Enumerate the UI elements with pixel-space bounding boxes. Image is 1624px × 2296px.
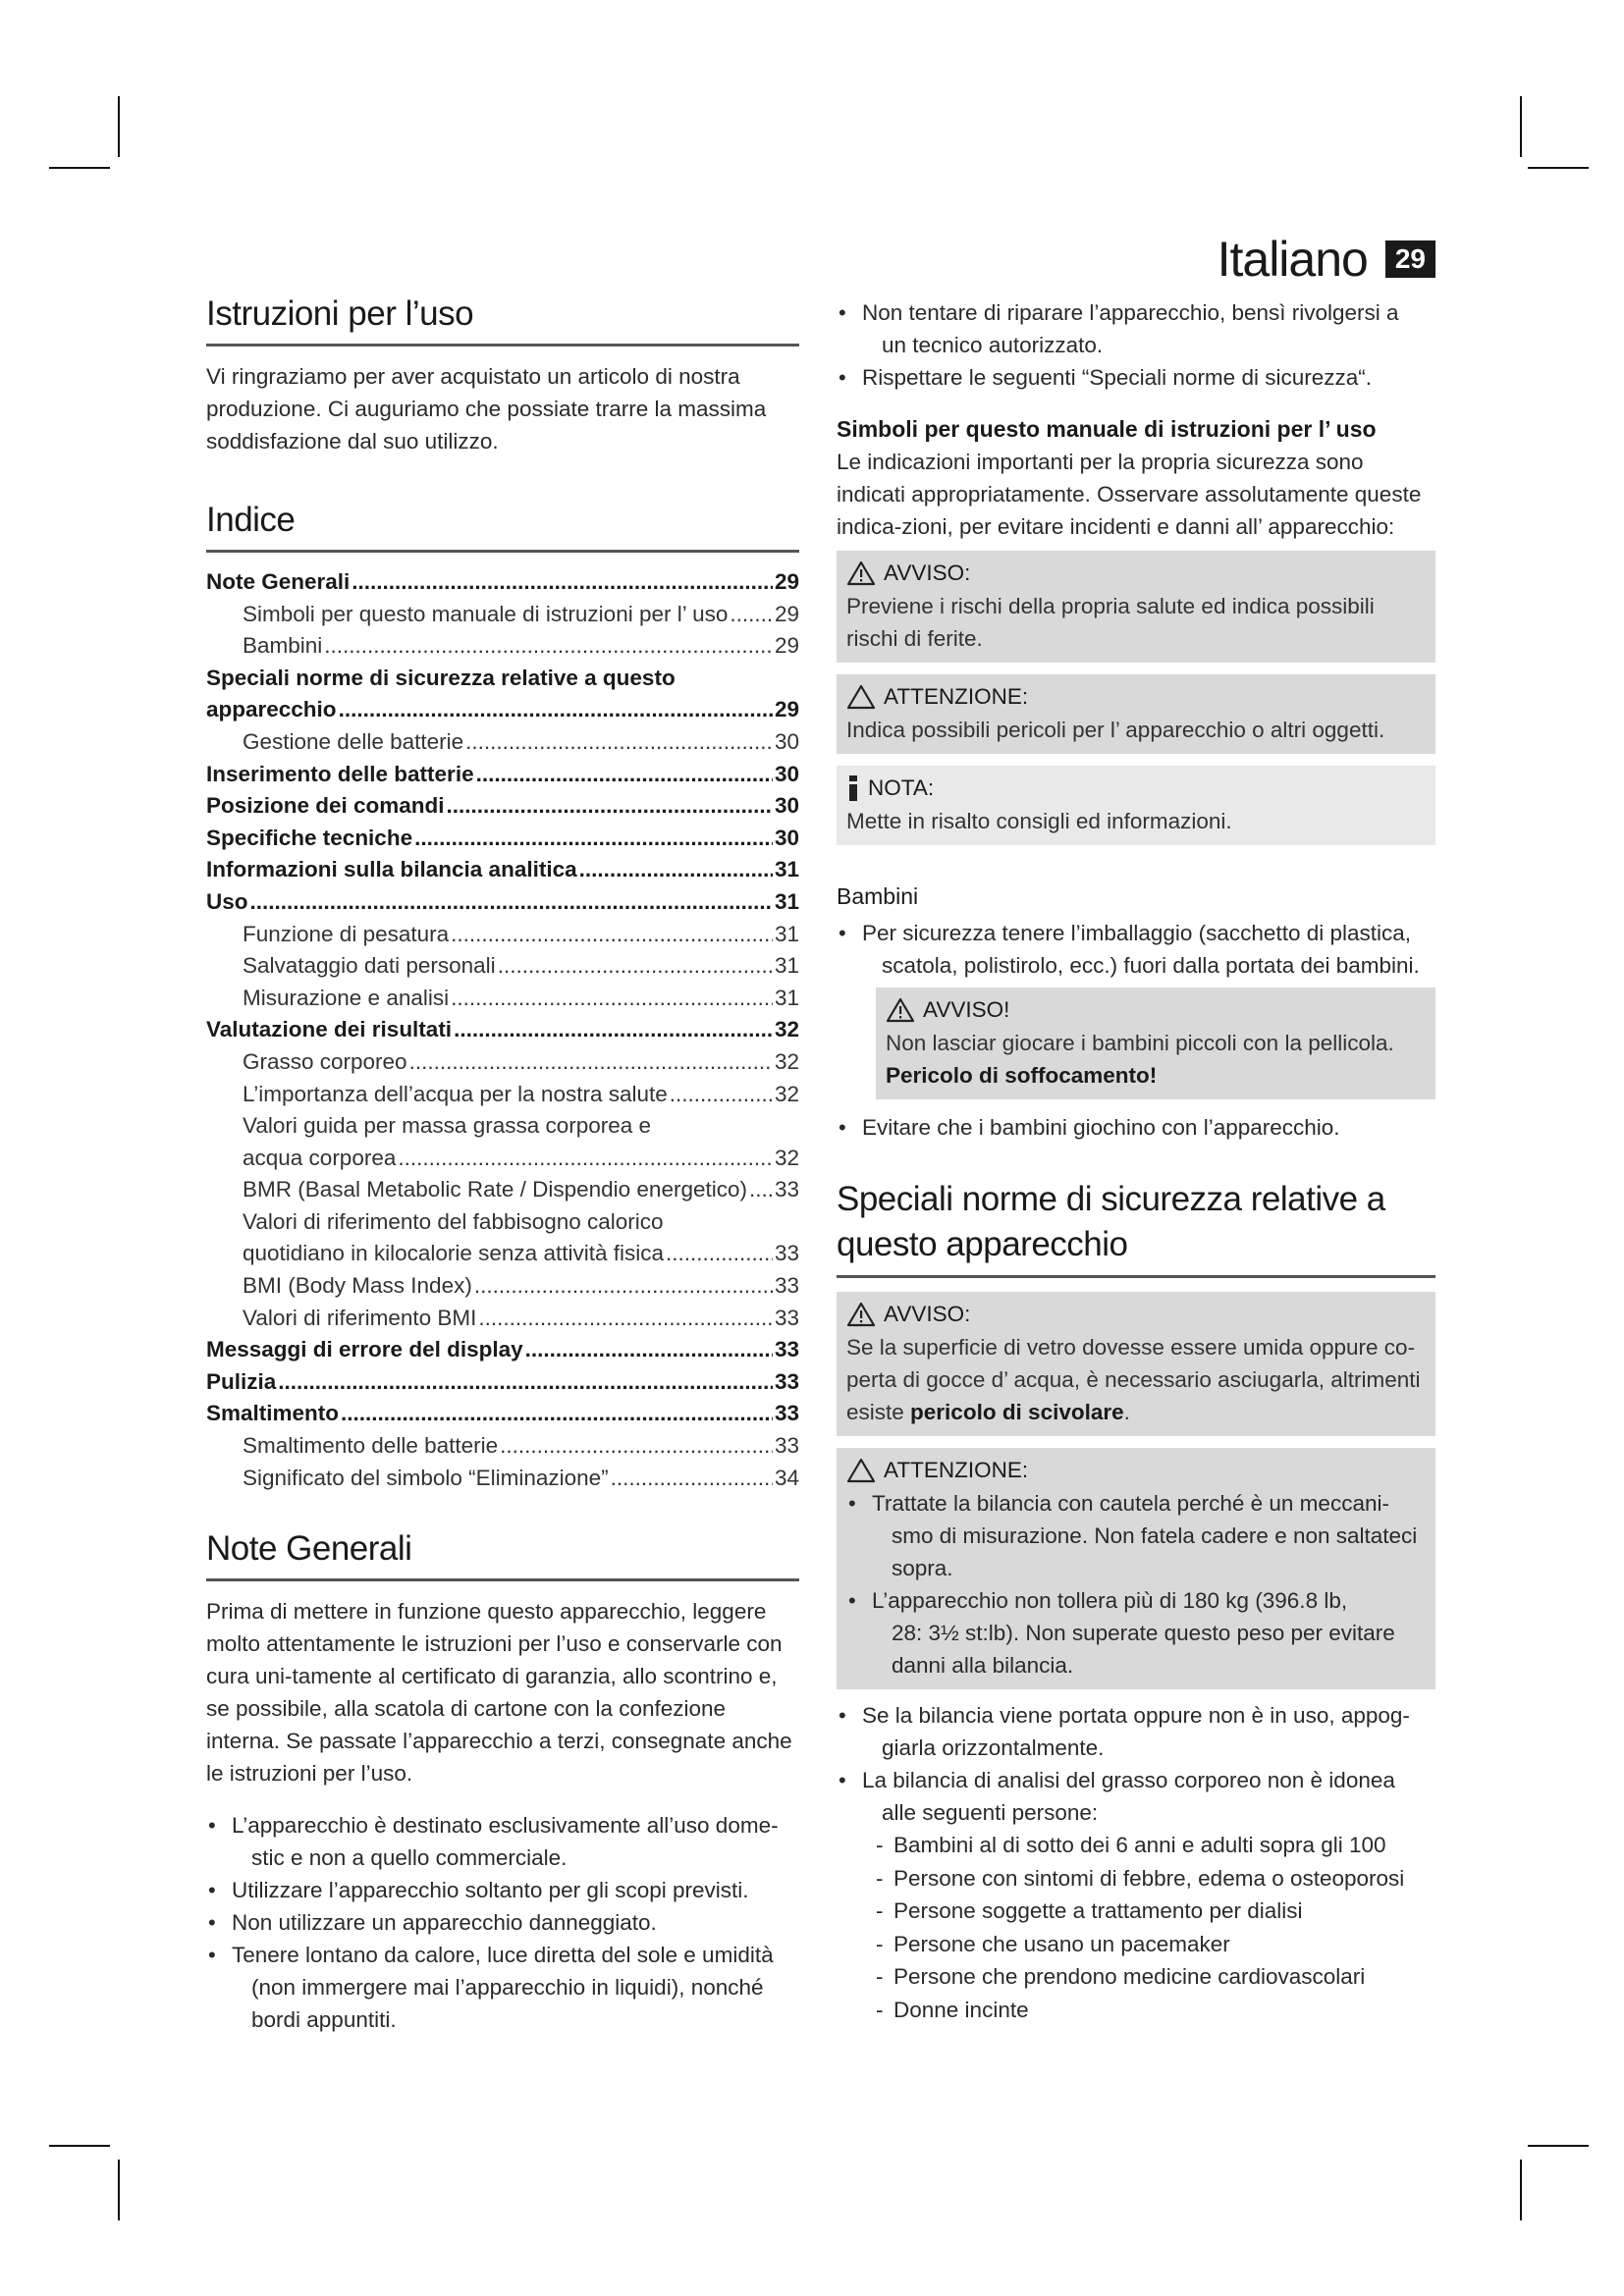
- crop-mark: [49, 2145, 110, 2147]
- list-item: • Trattate la bilancia con cautela perché è un meccani- smo di misurazione. Non fatela cadere e non saltateci sopra.: [846, 1487, 1426, 1584]
- caution-triangle-icon: [846, 1458, 876, 1483]
- toc-entry[interactable]: Specifiche tecniche ..... 30: [206, 823, 799, 855]
- note-text: Mette in risalto consigli ed informazioni.: [846, 809, 1232, 833]
- list-item: • L’apparecchio non tollera più di 180 kg (396.8 lb, 28: 3½ st:lb). Non superate questo peso per evitare danni alla bilancia.: [846, 1584, 1426, 1682]
- toc-entry[interactable]: Valutazione dei risultati ..... 32: [206, 1014, 799, 1046]
- left-column: [206, 293, 799, 2036]
- list-item: • Evitare che i bambini giochino con l’apparecchio.: [837, 1111, 1435, 1144]
- toc-entry[interactable]: acqua corporea ..... 32: [206, 1143, 799, 1175]
- list-item: - Donne incinte: [876, 1994, 1435, 2027]
- children-heading: Bambini: [837, 883, 919, 909]
- notes-bullet-list: [206, 1809, 799, 2036]
- list-item: • Tenere lontano da calore, luce diretta del sole e umidità (non immergere mai l’apparecchio in liquidi), nonché bordi appuntiti.: [206, 1939, 799, 2036]
- warning-triangle-icon: [886, 997, 915, 1023]
- top-bullet-list: [837, 296, 1435, 394]
- symbols-text: Le indicazioni importanti per la propria sicurezza sono indicati appropriatamente. Osservare assolutamente queste indica-zioni, per evitare incidenti e danni all’ apparecchio:: [837, 450, 1422, 539]
- warning-box: [837, 551, 1435, 663]
- toc-entry[interactable]: Simboli per questo manuale di istruzioni per l’ uso ..... 29: [206, 599, 799, 631]
- warning-label: AVVISO:: [884, 1302, 971, 1326]
- children-warning-box: [876, 988, 1435, 1099]
- section-title-safety: Speciali norme di sicurezza relative a questo apparecchio: [837, 1177, 1435, 1278]
- toc-entry[interactable]: Grasso corporeo ..... 32: [206, 1046, 799, 1079]
- toc-entry[interactable]: Smaltimento delle batterie ..... 33: [206, 1430, 799, 1463]
- toc-entry[interactable]: BMI (Body Mass Index) ..... 33: [206, 1270, 799, 1303]
- note-box: [837, 766, 1435, 845]
- warning-label: AVVISO!: [923, 997, 1010, 1022]
- safety-caution-box: [837, 1448, 1435, 1689]
- children-warning-text: Non lasciar giocare i bambini piccoli con la pellicola.: [886, 1031, 1394, 1055]
- warning-triangle-icon: [846, 1302, 876, 1327]
- page-number: 29: [1385, 240, 1435, 278]
- safety-caution-list: [846, 1487, 1426, 1682]
- symbols-heading: Simboli per questo manuale di istruzioni per l’ uso: [837, 416, 1377, 442]
- list-item: • Rispettare le seguenti “Speciali norme di sicurezza“.: [837, 361, 1435, 394]
- list-item: • La bilancia di analisi del grasso corporeo non è idonea alle seguenti persone:: [837, 1764, 1435, 1829]
- list-item: • Non utilizzare un apparecchio danneggiato.: [206, 1906, 799, 1939]
- toc-entry[interactable]: Posizione dei comandi ..... 30: [206, 790, 799, 823]
- notes-text: Prima di mettere in funzione questo apparecchio, leggere molto attentamente le istruzioni per l’uso e conservarle con cura uni-tamente al certificato di garanzia, allo scontrino e, se possibile, alla scatola di cartone con la confezione interna. Se passate l’apparecchio a terzi, consegnate anche le istruzioni per l’uso.: [206, 1599, 792, 1787]
- caution-label: ATTENZIONE:: [884, 1458, 1029, 1482]
- toc-entry[interactable]: Note Generali ..... 29: [206, 566, 799, 599]
- toc-entry[interactable]: Uso ..... 31: [206, 886, 799, 919]
- toc-entry[interactable]: Valori di riferimento BMI ..... 33: [206, 1303, 799, 1335]
- list-item: • Se la bilancia viene portata oppure non è in uso, appog- giarla orizzontalmente.: [837, 1699, 1435, 1764]
- caution-label: ATTENZIONE:: [884, 684, 1029, 709]
- crop-mark: [1528, 2145, 1589, 2147]
- toc-entry[interactable]: Misurazione e analisi ..... 31: [206, 983, 799, 1015]
- toc-entry[interactable]: Inserimento delle batterie ..... 30: [206, 759, 799, 791]
- section-title-intro: Istruzioni per l’uso: [206, 293, 799, 347]
- toc-entry[interactable]: Messaggi di errore del display ..... 33: [206, 1334, 799, 1366]
- list-item: • Utilizzare l’apparecchio soltanto per gli scopi previsti.: [206, 1874, 799, 1906]
- list-item: - Bambini al di sotto dei 6 anni e adulti sopra gli 100: [876, 1829, 1435, 1862]
- warning-text: Previene i rischi della propria salute ed indica possibili rischi di ferite.: [846, 594, 1375, 651]
- list-item: • L’apparecchio è destinato esclusivamente all’uso dome- stic e non a quello commerciale.: [206, 1809, 799, 1874]
- toc-entry[interactable]: Bambini ..... 29: [206, 630, 799, 663]
- crop-mark: [49, 167, 110, 169]
- caution-text: Indica possibili pericoli per l’ apparecchio o altri oggetti.: [846, 718, 1385, 742]
- language-label: Italiano: [1217, 232, 1368, 287]
- toc-entry[interactable]: Gestione delle batterie ..... 30: [206, 726, 799, 759]
- toc-entry[interactable]: Pulizia ..... 33: [206, 1366, 799, 1399]
- crop-mark: [118, 2160, 120, 2220]
- toc-entry-line[interactable]: Valori di riferimento del fabbisogno calorico: [243, 1208, 664, 1234]
- safety-warning-text: Se la superficie di vetro dovesse essere umida oppure co-perta di gocce d’ acqua, è necessario asciugarla, altrimenti esiste pericolo di scivolare.: [846, 1335, 1421, 1424]
- crop-mark: [1520, 96, 1522, 157]
- toc-entry[interactable]: L’importanza dell’acqua per la nostra salute ..... 32: [206, 1079, 799, 1111]
- section-title-notes: Note Generali: [206, 1527, 799, 1581]
- toc-entry[interactable]: Informazioni sulla bilancia analitica ..... 31: [206, 854, 799, 886]
- intro-text: Vi ringraziamo per aver acquistato un articolo di nostra produzione. Ci auguriamo che possiate trarre la massima soddisfazione dal suo utilizzo.: [206, 364, 767, 454]
- crop-mark: [1520, 2160, 1522, 2220]
- warning-label: AVVISO:: [884, 561, 971, 585]
- section-title-index: Indice: [206, 499, 799, 553]
- toc-entry[interactable]: BMR (Basal Metabolic Rate / Dispendio energetico) ..... 33: [206, 1174, 799, 1206]
- page-header: [1218, 231, 1435, 288]
- toc-entry[interactable]: Funzione di pesatura ..... 31: [206, 919, 799, 951]
- list-item: - Persone con sintomi di febbre, edema o osteoporosi: [876, 1862, 1435, 1896]
- info-icon: [846, 774, 860, 802]
- warning-triangle-icon: [846, 561, 876, 586]
- toc-entry-line[interactable]: Valori guida per massa grassa corporea e: [243, 1113, 652, 1139]
- list-item: - Persone che prendono medicine cardiovascolari: [876, 1960, 1435, 1994]
- children-warning-bold: Pericolo di soffocamento!: [886, 1063, 1158, 1088]
- list-item: • Non tentare di riparare l’apparecchio, bensì rivolgersi a un tecnico autorizzato.: [837, 296, 1435, 361]
- children-bullet-list-2: [837, 1111, 1435, 1144]
- right-column: [837, 296, 1435, 2026]
- list-item: - Persone che usano un pacemaker: [876, 1928, 1435, 1961]
- caution-triangle-icon: [846, 684, 876, 710]
- table-of-contents: [206, 566, 799, 1494]
- toc-entry[interactable]: Salvataggio dati personali ..... 31: [206, 950, 799, 983]
- children-bullet-list: [837, 917, 1435, 982]
- safety-bullet-list: [837, 1699, 1435, 1829]
- toc-entry-line[interactable]: Speciali norme di sicurezza relative a questo: [206, 665, 676, 690]
- toc-entry[interactable]: Significato del simbolo “Eliminazione” ..... 34: [206, 1463, 799, 1495]
- list-item: • Per sicurezza tenere l’imballaggio (sacchetto di plastica, scatola, polistirolo, ecc.) fuori dalla portata dei bambini.: [837, 917, 1435, 982]
- toc-entry[interactable]: quotidiano in kilocalorie senza attività fisica ..... 33: [206, 1238, 799, 1270]
- excluded-persons-list: [876, 1829, 1435, 2026]
- safety-warning-box: [837, 1292, 1435, 1436]
- caution-box: [837, 674, 1435, 754]
- toc-entry[interactable]: apparecchio ..... 29: [206, 694, 799, 726]
- note-label: NOTA:: [868, 775, 935, 800]
- toc-entry[interactable]: Smaltimento ..... 33: [206, 1398, 799, 1430]
- crop-mark: [1528, 167, 1589, 169]
- list-item: - Persone soggette a trattamento per dialisi: [876, 1895, 1435, 1928]
- crop-mark: [118, 96, 120, 157]
